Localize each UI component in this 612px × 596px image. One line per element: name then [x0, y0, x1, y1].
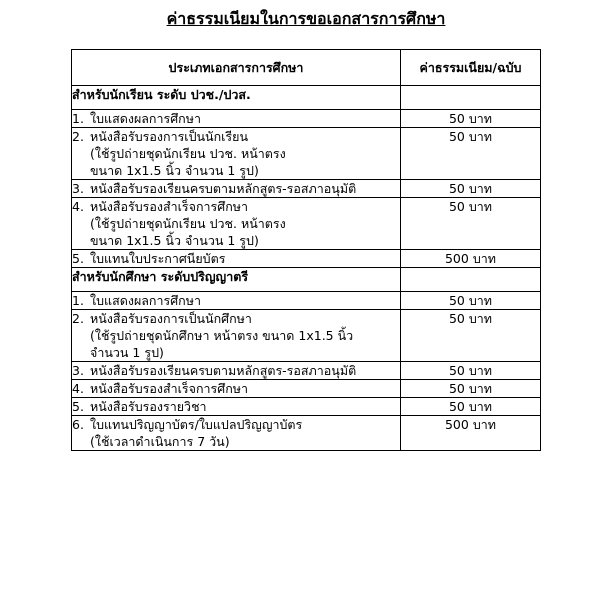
document-note: (ใช้เวลาดำเนินการ 7 วัน): [90, 434, 230, 449]
document-name: หนังสือรับรองการเป็นนักศึกษา: [90, 311, 252, 326]
section-heading: สำหรับนักศึกษา ระดับปริญญาตรี: [72, 268, 401, 292]
section-heading: สำหรับนักเรียน ระดับ ปวช./ปวส.: [72, 86, 401, 110]
document-note: (ใช้รูปถ่ายชุดนักเรียน ปวช. หน้าตรง: [90, 146, 286, 161]
document-name: หนังสือรับรองสำเร็จการศึกษา: [90, 381, 249, 396]
table-row: [72, 128, 541, 180]
document-cell: [72, 250, 401, 268]
table-row: [72, 198, 541, 250]
item-number: 2.: [72, 129, 84, 144]
item-number: 5.: [72, 399, 84, 414]
document-name-line: [72, 292, 400, 309]
document-name: ใบแทนปริญญาบัตร/ใบแปลปริญญาบัตร: [90, 417, 303, 432]
document-name-line: [72, 128, 400, 145]
fee-cell: 500 บาท: [401, 250, 541, 268]
item-number: 4.: [72, 381, 84, 396]
document-name: หนังสือรับรองรายวิชา: [90, 399, 207, 414]
item-number: 2.: [72, 311, 84, 326]
document-note: ขนาด 1x1.5 นิ้ว จำนวน 1 รูป): [90, 233, 259, 248]
fee-cell: 50 บาท: [401, 198, 541, 250]
table-body: [72, 86, 541, 451]
item-number: 1.: [72, 111, 84, 126]
fee-cell: 50 บาท: [401, 292, 541, 310]
document-note: ขนาด 1x1.5 นิ้ว จำนวน 1 รูป): [90, 163, 259, 178]
fee-cell: 50 บาท: [401, 362, 541, 380]
item-number: 5.: [72, 251, 84, 266]
page-title: ค่าธรรมเนียมในการขอเอกสารการศึกษา: [166, 9, 446, 28]
table-row: [72, 180, 541, 198]
section-fee-empty: [401, 86, 541, 110]
document-cell: [72, 310, 401, 362]
document-name: หนังสือรับรองเรียนครบตามหลักสูตร-รอสภาอนุมัติ: [90, 363, 357, 378]
table-row: [72, 310, 541, 362]
document-note: (ใช้รูปถ่ายชุดนักศึกษา หน้าตรง ขนาด 1x1.5 นิ้ว: [90, 328, 354, 343]
fee-cell: 50 บาท: [401, 180, 541, 198]
item-number: 4.: [72, 199, 84, 214]
document-name: ใบแสดงผลการศึกษา: [90, 293, 201, 308]
item-number: 1.: [72, 293, 84, 308]
document-cell: [72, 198, 401, 250]
table-row: [72, 398, 541, 416]
document-note: (ใช้รูปถ่ายชุดนักเรียน ปวช. หน้าตรง: [90, 216, 286, 231]
document-cell: [72, 180, 401, 198]
document-cell: [72, 398, 401, 416]
document-name-line: [72, 416, 400, 433]
section-row: [72, 86, 541, 110]
document-name: หนังสือรับรองการเป็นนักเรียน: [90, 129, 249, 144]
document-name-line: [72, 310, 400, 327]
fee-cell: 500 บาท: [401, 416, 541, 451]
fee-cell: 50 บาท: [401, 310, 541, 362]
section-fee-empty: [401, 268, 541, 292]
document-cell: [72, 292, 401, 310]
item-number: 3.: [72, 363, 84, 378]
document-name: หนังสือรับรองสำเร็จการศึกษา: [90, 199, 249, 214]
item-number: 6.: [72, 417, 84, 432]
document-cell: [72, 380, 401, 398]
header-document-type: ประเภทเอกสารการศึกษา: [72, 50, 401, 86]
document-cell: [72, 416, 401, 451]
table-row: [72, 416, 541, 451]
document-name: ใบแสดงผลการศึกษา: [90, 111, 201, 126]
table-row: [72, 250, 541, 268]
section-row: [72, 268, 541, 292]
fee-cell: 50 บาท: [401, 128, 541, 180]
document-name: ใบแทนใบประกาศนียบัตร: [90, 251, 226, 266]
document-name-line: [72, 362, 400, 379]
header-fee: ค่าธรรมเนียม/ฉบับ: [401, 50, 541, 86]
table-row: [72, 110, 541, 128]
item-number: 3.: [72, 181, 84, 196]
fee-cell: 50 บาท: [401, 110, 541, 128]
table-header-row: [72, 50, 541, 86]
document-name-line: [72, 110, 400, 127]
document-name-line: [72, 398, 400, 415]
document-note: จำนวน 1 รูป): [90, 345, 164, 360]
document-cell: [72, 362, 401, 380]
table-row: [72, 380, 541, 398]
document-cell: [72, 110, 401, 128]
document-name: หนังสือรับรองเรียนครบตามหลักสูตร-รอสภาอนุมัติ: [90, 181, 357, 196]
table-row: [72, 362, 541, 380]
table-row: [72, 292, 541, 310]
document-name-line: [72, 250, 400, 267]
document-name-line: [72, 180, 400, 197]
document-cell: [72, 128, 401, 180]
fee-cell: 50 บาท: [401, 380, 541, 398]
document-name-line: [72, 380, 400, 397]
fee-table: [71, 49, 541, 451]
document-name-line: [72, 198, 400, 215]
fee-cell: 50 บาท: [401, 398, 541, 416]
